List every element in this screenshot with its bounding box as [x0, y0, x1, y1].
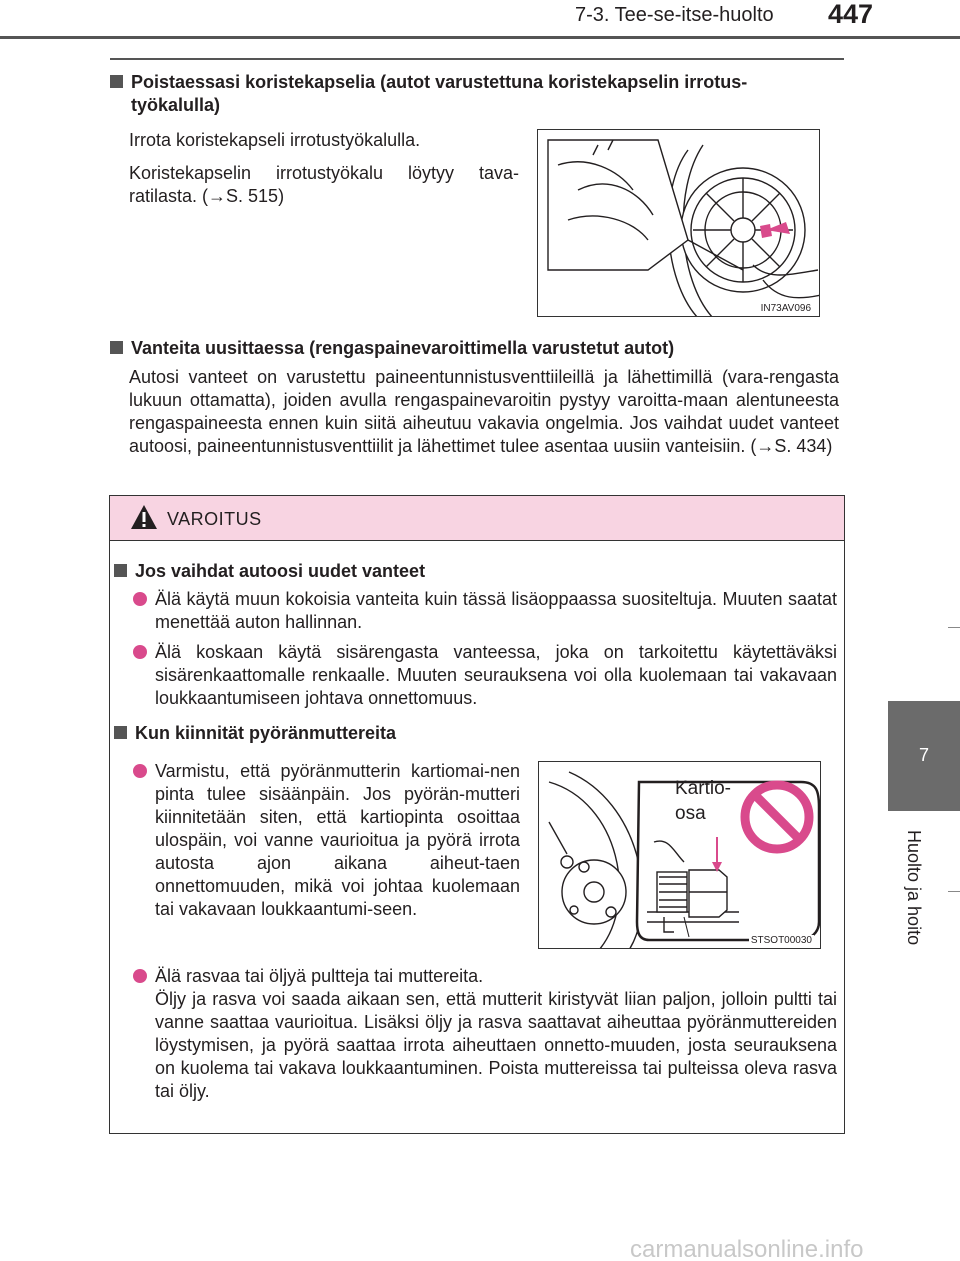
item-text: Älä koskaan käytä sisärengasta vanteessa, joka on tarkoitettu käytettäväksi sisärenkaattomalle renkaalle. Muuten seurauksena voi olla kuolemaan tai vakavaan loukkaantumiseen johtava onnettomuus.: [155, 642, 837, 708]
figure-code: STSOT00030: [750, 935, 812, 946]
warning-item: [155, 588, 837, 634]
warning-title: VAROITUS: [167, 509, 262, 529]
subheading-text: Jos vaihdat autoosi uudet vanteet: [135, 561, 426, 581]
content-top-rule: [110, 58, 844, 60]
hubcap-para-2: [129, 162, 519, 208]
watermark: carmanualsonline.info: [630, 1236, 864, 1261]
figure-hubcap-removal: [537, 129, 820, 317]
margin-mark: [948, 627, 960, 628]
heading-line: työkalulla): [131, 95, 221, 115]
margin-mark: [948, 891, 960, 892]
warning-item: [155, 965, 837, 1103]
item-text: Varmistu, että pyöränmutterin kartiomai-nen pinta tulee sisäänpäin. Jos pyörän-mutteri kiinnitetään siten, että kartiopinta osoittaa ulospäin, voi vanne vaurioitua ja pyörä irrota autosta ajon aikana aiheut-taen onnettomuuden, mikä voi johtaa kuolemaan tai vakavaan loukkaantumi-seen.: [155, 761, 520, 919]
bullet-dot-icon: [133, 645, 147, 659]
square-bullet-icon: [110, 75, 123, 88]
subheading-text: Kun kiinnität pyöränmuttereita: [135, 723, 397, 743]
heading-text: Vanteita uusittaessa (rengaspainevaroittimella varustetut autot): [131, 338, 675, 358]
warning-header: [110, 496, 844, 541]
chapter-number: 7: [918, 745, 929, 765]
square-bullet-icon: [114, 726, 127, 739]
section-heading-hubcap: [110, 71, 845, 117]
square-bullet-icon: [110, 341, 123, 354]
label-line: osa: [675, 803, 706, 824]
warning-item: [155, 760, 520, 921]
hubcap-removal-illustration: [538, 130, 820, 317]
header-rule: [0, 36, 960, 39]
hubcap-para-1: Irrota koristekapseli irrotustyökalulla.: [129, 130, 421, 150]
page-number: 447: [828, 0, 874, 29]
heading-line: Poistaessasi koristekapselia (autot varustettuna koristekapselin irrotus-: [131, 72, 748, 92]
warning-item: [155, 641, 837, 710]
running-header-section: 7-3. Tee-se-itse-huolto: [575, 4, 774, 26]
item-text: Älä rasvaa tai öljyä pultteja tai muttereita.: [155, 966, 484, 986]
chapter-title: Huolto ja hoito: [904, 830, 924, 946]
chapter-tab[interactable]: [888, 701, 960, 811]
bullet-dot-icon: [133, 764, 147, 778]
para-line: Koristekapselin irrotustyökalu löytyy tava-: [129, 163, 519, 183]
section-heading-rims: [110, 337, 845, 360]
figure-label-cone: [675, 776, 731, 826]
bullet-dot-icon: [133, 592, 147, 606]
label-line: Kartio-: [675, 778, 731, 799]
item-text: Öljy ja rasva voi saada aikaan sen, että mutterit kiristyvät liian paljon, jolloin pultti tai vanne saattaa vaurioitua. Lisäksi öljy ja rasva saattavat aiheuttaa pyöränmuttereiden löystymisen, ja pyörä saattaa irrota aiheuttaen onnetto-muuden, josta seurauksena on kuolema tai vakava loukkaantuminen. Poista muttereissa tai pulteissa oleva rasva tai öljy.: [155, 989, 837, 1101]
warning-subheading-nuts: [114, 722, 834, 745]
square-bullet-icon: [114, 564, 127, 577]
warning-triangle-icon: [130, 504, 158, 530]
item-text: Älä käytä muun kokoisia vanteita kuin tässä lisäoppaassa suositeltuja. Muuten saatat menettää auton hallinnan.: [155, 589, 837, 632]
figure-wheel-nut: [538, 761, 821, 949]
warning-box: [109, 495, 845, 1134]
figure-code: IN73AV096: [760, 303, 811, 314]
warning-subheading-rims: [114, 560, 834, 583]
para-line: ratilasta. (→S. 515): [129, 186, 285, 206]
rims-body: Autosi vanteet on varustettu paineentunnistusventtiileillä ja lähettimillä (vara-rengasta lukuun ottamatta), joiden avulla rengaspainevaroitin pystyy varoitta-maan alentuneesta rengaspaineesta ennen kuin siitä aiheutuu vakavia ongelmia. Jos vaihdat uudet vanteet autoosi, paineentunnistusventtiilit ja lähettimet tulee asentaa uusiin vanteisiin. (→S. 434): [129, 367, 839, 456]
bullet-dot-icon: [133, 969, 147, 983]
